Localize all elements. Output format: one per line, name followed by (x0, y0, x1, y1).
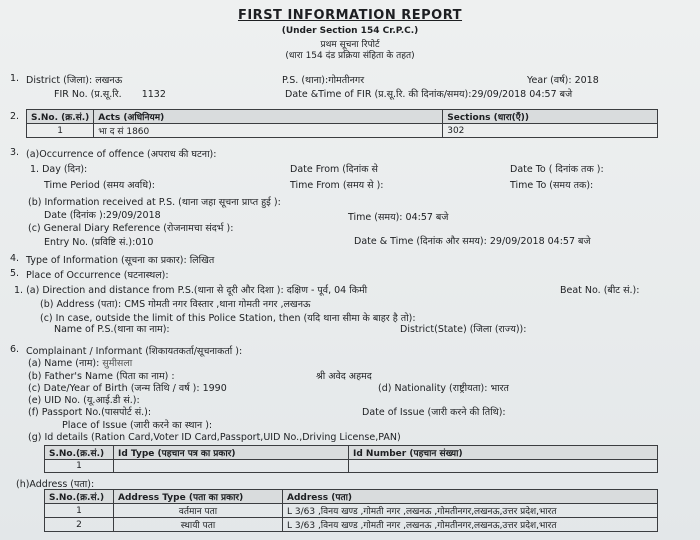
address-col-sno: S.No.(क्र.सं.) (45, 490, 114, 504)
address-col-address: Address (पता) (283, 490, 658, 504)
acts-row-section: 302 (443, 124, 658, 138)
direction-distance-label: 1. (a) Direction and distance from P.S.(थाना से दूरी और दिशा ): (14, 285, 284, 296)
passport-label: (f) Passport No.(पासपोर्ट सं.): (28, 407, 152, 418)
info-received-label: (b) Information received at P.S. (थाना जहा सूचना प्राप्त हुई ): (28, 197, 281, 208)
acts-col-sno: S.No. (क्र.सं.) (27, 110, 94, 124)
section-3-number: 3. (10, 147, 20, 158)
day-label: 1. Day (दिन): (30, 164, 88, 175)
occurrence-address-value: CMS गोमती नगर विस्तार ,थाना गोमती नगर ,लखनऊ (124, 299, 311, 310)
diary-datetime-value: 29/09/2018 04:57 बजे (489, 236, 591, 247)
district-field (26, 73, 122, 86)
address-table-header (45, 490, 658, 504)
info-time-value: 04:57 बजे (405, 212, 449, 223)
district-label: District (जिला): (26, 75, 93, 86)
address-row-sno: 1 (45, 504, 114, 518)
other-ps-name-label: Name of P.S.(थाना का नाम): (54, 324, 170, 335)
outside-limit-label: (c) In case, outside the limit of this Police Station, then (यदि थाना सीमा के बाहर है तो): (40, 313, 416, 324)
address-row-value: L 3/63 ,विनय खण्ड ,गोमती नगर ,लखनऊ ,गोमतीनगर,लखनऊ,उत्तर प्रदेश,भारत (283, 504, 658, 518)
id-col-type: Id Type (पहचान पत्र का प्रकार) (114, 446, 349, 460)
direction-distance-field (14, 283, 367, 296)
info-type-label: Type of Information (सूचना का प्रकार): (26, 255, 187, 266)
info-date-field (44, 208, 161, 221)
complainant-name-value: सुमीसला (102, 358, 133, 369)
diary-datetime-field (354, 234, 591, 247)
occurrence-address-label: (b) Address (पता): (40, 299, 122, 310)
nationality-field (378, 381, 509, 394)
acts-table (26, 109, 658, 138)
diary-datetime-label: Date & Time (दिनांक और समय): (354, 236, 487, 247)
father-name-label: (b) Father's Name (पिता का नाम) : (28, 371, 175, 382)
fir-number-value: 1132 (141, 89, 166, 100)
police-station-label: P.S. (थाना): (282, 75, 329, 86)
other-ps-district-label: District(State) (जिला (राज्य)): (400, 324, 527, 335)
id-table-header (45, 446, 658, 460)
address-label: (h)Address (पता): (16, 479, 95, 490)
info-type-value: लिखित (189, 255, 215, 266)
acts-row-sno: 1 (27, 124, 94, 138)
document-title: FIRST INFORMATION REPORT (237, 8, 463, 23)
fir-datetime-field (285, 87, 572, 100)
complainant-heading: Complainant / Informant (शिकायतकर्ता/सूचनाकर्ता ): (26, 346, 243, 357)
year-field (527, 73, 599, 86)
info-date-value: 29/09/2018 (105, 210, 161, 221)
occurrence-address-field (40, 297, 310, 310)
fir-datetime-label: Date &Time of FIR (प्र.सू.रि. की दिनांक/समय): (285, 89, 472, 100)
entry-number-field (44, 235, 153, 248)
table-row (45, 518, 658, 532)
general-diary-label: (c) General Diary Reference (रोजनामचा संदर्भ ): (28, 223, 234, 234)
address-table (44, 489, 658, 532)
occurrence-heading: (a)Occurrence of offence (अपराध की घटना): (26, 149, 217, 160)
date-from-label: Date From (दिनांक से (290, 164, 378, 175)
id-col-number: Id Number (पहचान संख्या) (349, 446, 658, 460)
issue-place-label: Place of Issue (जारी करने का स्थान ): (62, 420, 213, 431)
nationality-value: भारत (490, 383, 509, 394)
acts-row-act: भा द सं 1860 (94, 124, 443, 138)
address-row-value: L 3/63 ,विनय खण्ड ,गोमती नगर ,लखनऊ ,गोमतीनगर,लखनऊ,उत्तर प्रदेश,भारत (283, 518, 658, 532)
table-row (27, 124, 658, 138)
section-2-number: 2. (10, 111, 20, 122)
dob-value: 1990 (202, 383, 227, 394)
fir-datetime-value: 29/09/2018 04:57 बजे (471, 89, 573, 100)
document-subtitle-section-hindi: (धारा 154 दंड प्रक्रिया संहिता के तहत) (285, 51, 415, 61)
section-5-number: 5. (10, 268, 20, 279)
acts-col-acts: Acts (अधिनियम) (94, 110, 443, 124)
document-subtitle-section: (Under Section 154 Cr.P.C.) (281, 26, 419, 36)
entry-number-label: Entry No. (प्रविष्टि सं.): (44, 237, 136, 248)
address-row-type: वर्तमान पता (114, 504, 283, 518)
police-station-value: गोमतीनगर (328, 75, 365, 86)
id-col-sno: S.No.(क्र.सं.) (45, 446, 114, 460)
issue-date-label: Date of Issue (जारी करने की तिथि): (362, 407, 506, 418)
section-6-number: 6. (10, 344, 20, 355)
time-period-label: Time Period (समय अवधि): (44, 180, 156, 191)
time-to-label: Time To (समय तक): (510, 180, 594, 191)
nationality-label: (d) Nationality (राष्ट्रीयता): (378, 383, 488, 394)
fir-number-field (54, 87, 166, 100)
document-subtitle-hindi: प्रथम सूचना रिपोर्ट (320, 40, 380, 50)
direction-distance-value: दक्षिण - पूर्व, 04 किमी (286, 285, 368, 296)
complainant-name-label: (a) Name (नाम): (28, 358, 100, 369)
beat-number-label: Beat No. (बीट सं.): (560, 285, 640, 296)
time-from-label: Time From (समय से ): (290, 180, 384, 191)
date-to-label: Date To ( दिनांक तक ): (510, 164, 604, 175)
year-label: Year (वर्ष): (527, 75, 572, 86)
acts-col-sections: Sections (धारा(एँ)) (443, 110, 658, 124)
fir-number-label: FIR No. (प्र.सू.रि. (54, 89, 122, 100)
address-row-type: स्थायी पता (114, 518, 283, 532)
info-type-field (26, 253, 214, 266)
section-1-number: 1. (10, 73, 20, 84)
entry-number-value: 010 (135, 237, 154, 248)
info-time-field (348, 210, 448, 223)
section-4-number: 4. (10, 253, 20, 264)
id-details-label: (g) Id details (Ration Card,Voter ID Card,Passport,UID No.,Driving License,PAN) (28, 432, 401, 443)
district-value: लखनऊ (95, 75, 123, 86)
table-row (45, 504, 658, 518)
address-col-type: Address Type (पता का प्रकार) (114, 490, 283, 504)
info-time-label: Time (समय): (348, 212, 403, 223)
year-value: 2018 (574, 75, 599, 86)
id-row-number (349, 460, 658, 473)
info-date-label: Date (दिनांक ): (44, 210, 106, 221)
uid-label: (e) UID No. (यू.आई.डी सं.): (28, 395, 140, 406)
table-row (45, 460, 658, 473)
id-row-type (114, 460, 349, 473)
address-row-sno: 2 (45, 518, 114, 532)
acts-table-header (27, 110, 658, 124)
father-name-value: श्री अवेद अहमद (316, 371, 372, 382)
id-details-table (44, 445, 658, 473)
place-of-occurrence-label: Place of Occurrence (घटनास्थल): (26, 270, 169, 281)
police-station-field (282, 73, 364, 86)
dob-label: (c) Date/Year of Birth (जन्म तिथि / वर्ष ): (28, 383, 200, 394)
id-row-sno: 1 (45, 460, 114, 473)
complainant-name-field (28, 356, 132, 369)
